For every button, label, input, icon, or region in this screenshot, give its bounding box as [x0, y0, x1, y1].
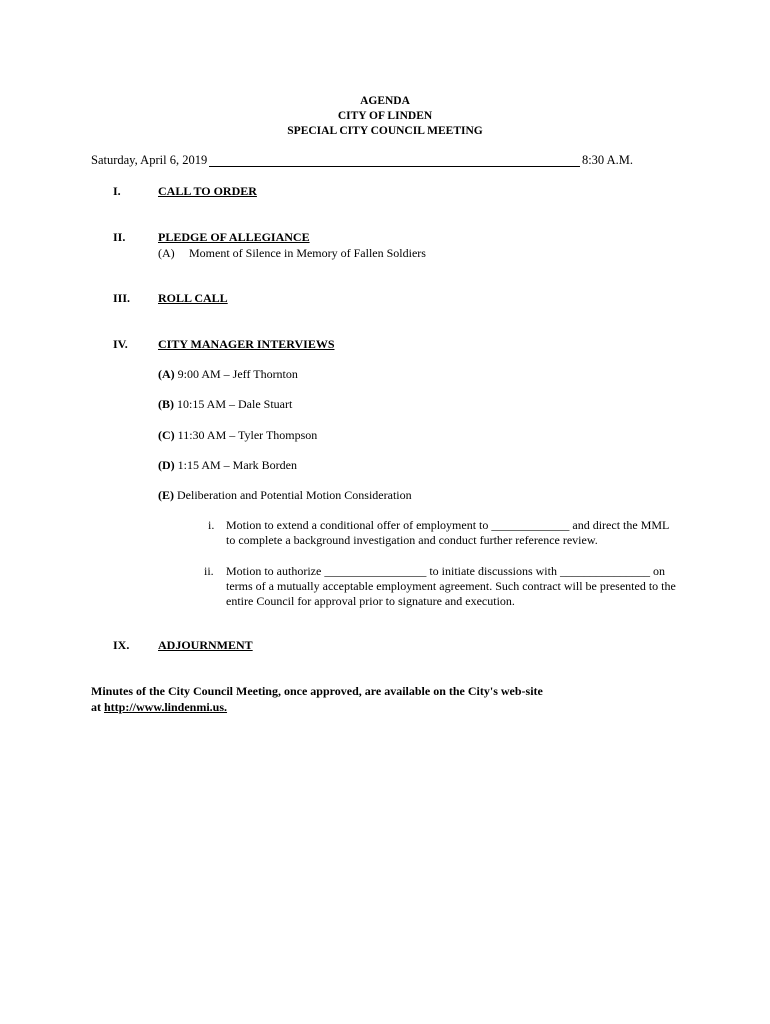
section-number: I.: [113, 184, 121, 198]
agenda-title: AGENDA: [360, 95, 410, 107]
interview-item: [158, 367, 298, 382]
item-text: 10:15 AM – Dale Stuart: [177, 397, 293, 411]
pledge-sub-item: [158, 246, 426, 261]
item-letter: (C): [158, 428, 175, 442]
interview-item: [158, 397, 292, 412]
section-title-call-to-order: CALL TO ORDER: [158, 184, 257, 198]
item-text: 9:00 AM – Jeff Thornton: [177, 367, 298, 381]
section-title-pledge: PLEDGE OF ALLEGIANCE: [158, 230, 310, 244]
item-letter: (B): [158, 397, 174, 411]
sub-item-letter: (A): [158, 246, 175, 260]
date-line: [91, 153, 633, 169]
sub-item-text: Moment of Silence in Memory of Fallen Soldiers: [189, 246, 426, 260]
meeting-date: Saturday, April 6, 2019: [91, 153, 208, 167]
section-number: IV.: [113, 337, 128, 351]
minutes-note-prefix: at: [91, 700, 104, 714]
section-number: IX.: [113, 638, 130, 652]
motion-text: Motion to extend a conditional offer of employment to _____________ and direct the MML to complete a background investigation and conduct further reference review.: [226, 518, 669, 547]
item-text: 11:30 AM – Tyler Thompson: [177, 428, 318, 442]
interview-item: [158, 428, 317, 443]
meeting-name: SPECIAL CITY COUNCIL MEETING: [287, 125, 483, 137]
agenda-header: [0, 94, 770, 139]
item-letter: (D): [158, 458, 175, 472]
item-letter: (E): [158, 488, 174, 502]
interview-item: [158, 458, 297, 473]
meeting-time: 8:30 A.M.: [581, 153, 633, 167]
motion-number: i.: [208, 518, 215, 532]
city-name: CITY OF LINDEN: [337, 110, 433, 122]
section-title-adjournment: ADJOURNMENT: [158, 638, 253, 652]
motion-text: Motion to authorize _________________ to initiate discussions with _______________ on terms of a mutually acceptable employment agreement. Such contract will be presented to the entire Council for approval prior to signature and execution.: [226, 564, 676, 608]
section-number: II.: [113, 230, 126, 244]
minutes-note-line1: Minutes of the City Council Meeting, once approved, are available on the City's web-site: [91, 684, 543, 698]
item-text: 1:15 AM – Mark Borden: [177, 458, 297, 472]
interview-item: [158, 488, 412, 503]
minutes-note-line2: [91, 699, 543, 715]
motion-number: ii.: [204, 564, 214, 578]
item-letter: (A): [158, 367, 175, 381]
minutes-note: [91, 683, 543, 715]
section-number: III.: [113, 291, 131, 305]
website-link[interactable]: http://www.lindenmi.us.: [104, 700, 228, 714]
section-title-roll-call: ROLL CALL: [158, 291, 228, 305]
section-title-interviews: CITY MANAGER INTERVIEWS: [158, 337, 335, 351]
item-text: Deliberation and Potential Motion Consideration: [177, 488, 412, 502]
